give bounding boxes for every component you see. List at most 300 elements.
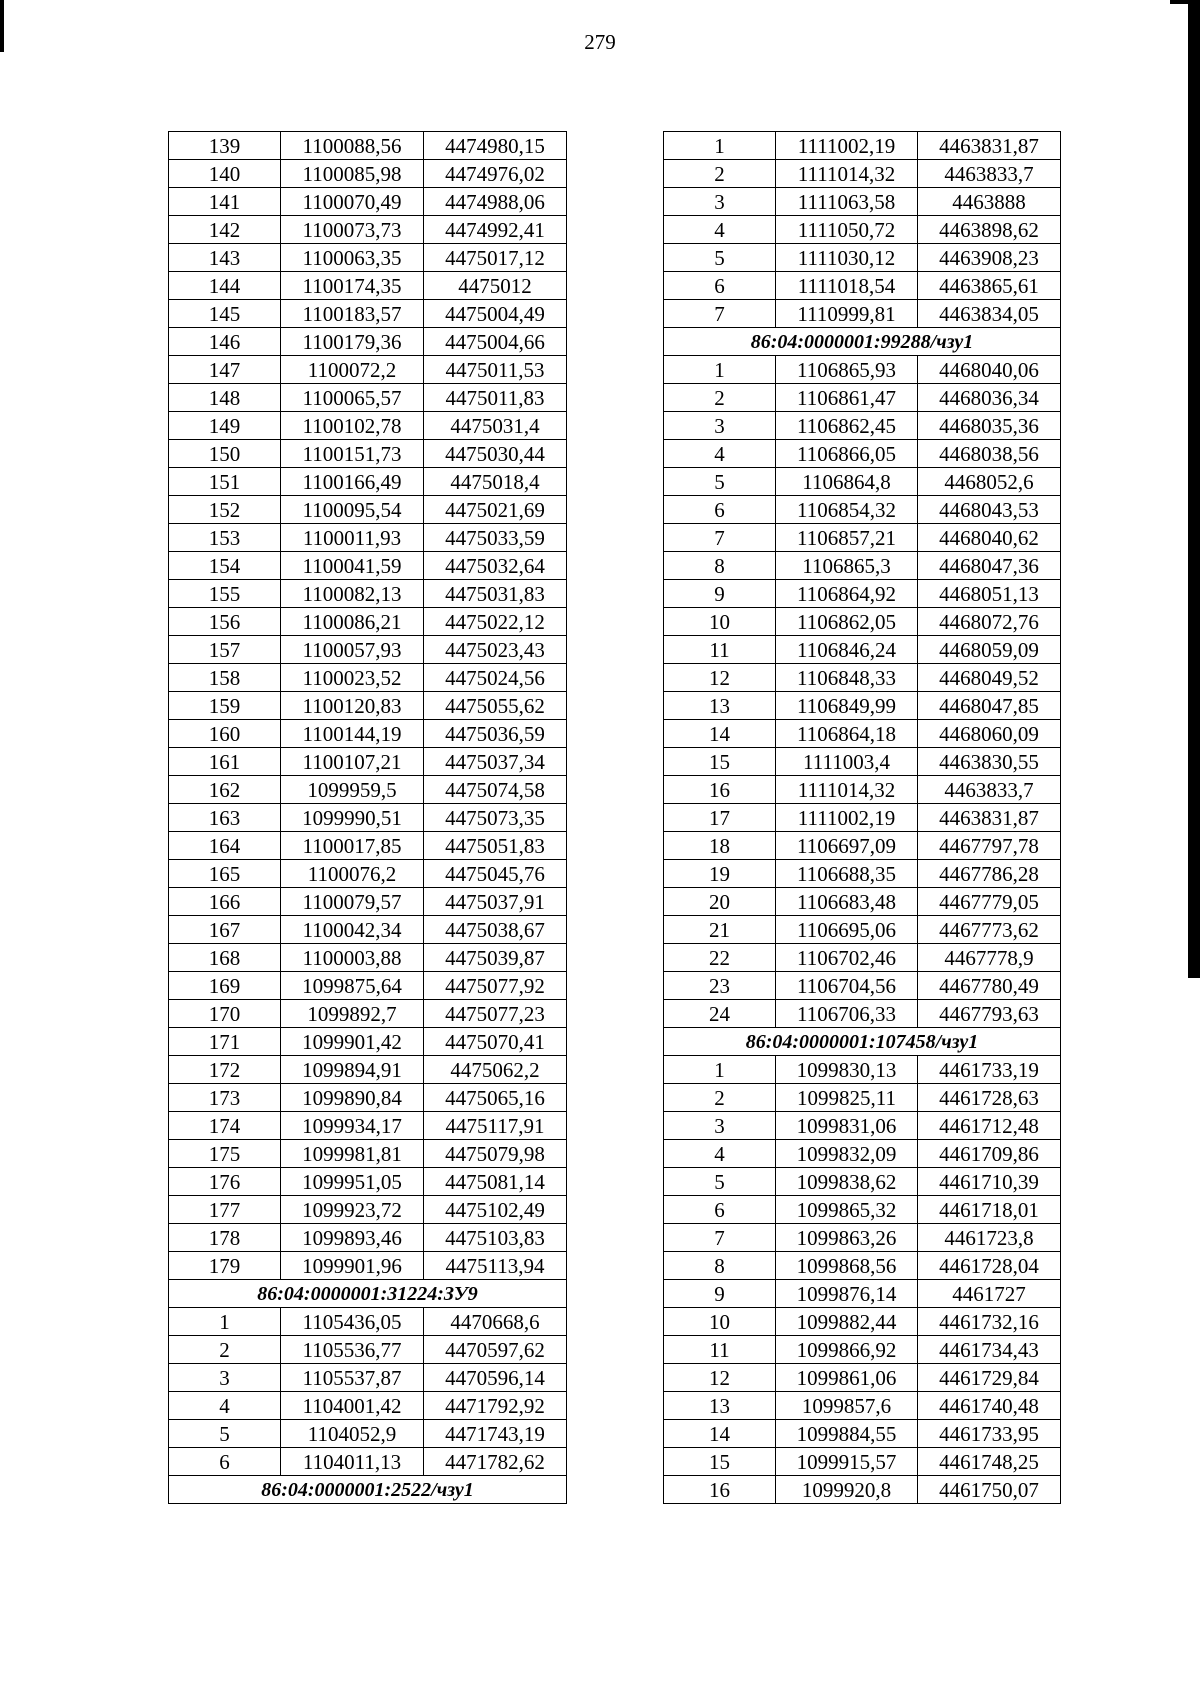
y-coordinate-cell: 4475074,58 (424, 776, 567, 804)
x-coordinate-cell: 1111003,4 (776, 748, 918, 776)
point-number-cell: 169 (169, 972, 281, 1000)
x-coordinate-cell: 1099892,7 (281, 1000, 424, 1028)
y-coordinate-cell: 4475018,4 (424, 468, 567, 496)
x-coordinate-cell: 1106862,05 (776, 608, 918, 636)
y-coordinate-cell: 4468072,76 (918, 608, 1061, 636)
x-coordinate-cell: 1100088,56 (281, 132, 424, 160)
x-coordinate-cell: 1100151,73 (281, 440, 424, 468)
x-coordinate-cell: 1106697,09 (776, 832, 918, 860)
table-row (169, 244, 567, 272)
point-number-cell: 144 (169, 272, 281, 300)
x-coordinate-cell: 1106866,05 (776, 440, 918, 468)
table-row (169, 300, 567, 328)
table-row (664, 272, 1061, 300)
y-coordinate-cell: 4475004,49 (424, 300, 567, 328)
y-coordinate-cell: 4475037,34 (424, 748, 567, 776)
point-number-cell: 1 (664, 132, 776, 160)
x-coordinate-cell: 1105536,77 (281, 1336, 424, 1364)
y-coordinate-cell: 4468059,09 (918, 636, 1061, 664)
y-coordinate-cell: 4475021,69 (424, 496, 567, 524)
y-coordinate-cell: 4475023,43 (424, 636, 567, 664)
y-coordinate-cell: 4461733,95 (918, 1420, 1061, 1448)
table-row (169, 412, 567, 440)
point-number-cell: 1 (664, 356, 776, 384)
parcel-header-row (169, 1280, 567, 1308)
table-row (664, 608, 1061, 636)
x-coordinate-cell: 1100079,57 (281, 888, 424, 916)
x-coordinate-cell: 1100072,2 (281, 356, 424, 384)
table-row (169, 720, 567, 748)
table-row (169, 1252, 567, 1280)
table-row (169, 664, 567, 692)
point-number-cell: 10 (664, 1308, 776, 1336)
y-coordinate-cell: 4463831,87 (918, 132, 1061, 160)
y-coordinate-cell: 4463831,87 (918, 804, 1061, 832)
point-number-cell: 15 (664, 1448, 776, 1476)
y-coordinate-cell: 4474992,41 (424, 216, 567, 244)
y-coordinate-cell: 4475024,56 (424, 664, 567, 692)
parcel-cadastral-number: 86:04:0000001:99288/чзу1 (664, 328, 1061, 356)
point-number-cell: 159 (169, 692, 281, 720)
y-coordinate-cell: 4468035,36 (918, 412, 1061, 440)
y-coordinate-cell: 4470597,62 (424, 1336, 567, 1364)
x-coordinate-cell: 1106854,32 (776, 496, 918, 524)
x-coordinate-cell: 1106846,24 (776, 636, 918, 664)
x-coordinate-cell: 1100070,49 (281, 188, 424, 216)
point-number-cell: 14 (664, 720, 776, 748)
point-number-cell: 175 (169, 1140, 281, 1168)
x-coordinate-cell: 1099838,62 (776, 1168, 918, 1196)
table-row (169, 356, 567, 384)
table-row (169, 216, 567, 244)
table-row (169, 972, 567, 1000)
table-row (664, 804, 1061, 832)
y-coordinate-cell: 4471792,92 (424, 1392, 567, 1420)
x-coordinate-cell: 1106857,21 (776, 524, 918, 552)
x-coordinate-cell: 1111030,12 (776, 244, 918, 272)
table-row (169, 608, 567, 636)
x-coordinate-cell: 1100120,83 (281, 692, 424, 720)
x-coordinate-cell: 1100041,59 (281, 552, 424, 580)
point-number-cell: 6 (664, 1196, 776, 1224)
y-coordinate-cell: 4461709,86 (918, 1140, 1061, 1168)
table-row (664, 384, 1061, 412)
y-coordinate-cell: 4467780,49 (918, 972, 1061, 1000)
x-coordinate-cell: 1106865,3 (776, 552, 918, 580)
y-coordinate-cell: 4461729,84 (918, 1364, 1061, 1392)
point-number-cell: 1 (664, 1056, 776, 1084)
y-coordinate-cell: 4468060,09 (918, 720, 1061, 748)
point-number-cell: 162 (169, 776, 281, 804)
table-row (664, 1308, 1061, 1336)
point-number-cell: 166 (169, 888, 281, 916)
x-coordinate-cell: 1099893,46 (281, 1224, 424, 1252)
table-row (664, 692, 1061, 720)
x-coordinate-cell: 1099830,13 (776, 1056, 918, 1084)
point-number-cell: 9 (664, 580, 776, 608)
y-coordinate-cell: 4475062,2 (424, 1056, 567, 1084)
y-coordinate-cell: 4475070,41 (424, 1028, 567, 1056)
y-coordinate-cell: 4463833,7 (918, 160, 1061, 188)
table-row (664, 944, 1061, 972)
x-coordinate-cell: 1099831,06 (776, 1112, 918, 1140)
parcel-cadastral-number: 86:04:0000001:107458/чзу1 (664, 1028, 1061, 1056)
point-number-cell: 12 (664, 1364, 776, 1392)
y-coordinate-cell: 4475004,66 (424, 328, 567, 356)
y-coordinate-cell: 4467786,28 (918, 860, 1061, 888)
point-number-cell: 17 (664, 804, 776, 832)
y-coordinate-cell: 4475045,76 (424, 860, 567, 888)
table-row (664, 160, 1061, 188)
table-row (664, 1224, 1061, 1252)
y-coordinate-cell: 4475017,12 (424, 244, 567, 272)
point-number-cell: 148 (169, 384, 281, 412)
table-row (664, 524, 1061, 552)
x-coordinate-cell: 1099981,81 (281, 1140, 424, 1168)
y-coordinate-cell: 4475102,49 (424, 1196, 567, 1224)
table-row (664, 1168, 1061, 1196)
point-number-cell: 19 (664, 860, 776, 888)
table-row (169, 944, 567, 972)
y-coordinate-cell: 4468052,6 (918, 468, 1061, 496)
table-row (169, 496, 567, 524)
table-row (169, 1140, 567, 1168)
y-coordinate-cell: 4475113,94 (424, 1252, 567, 1280)
x-coordinate-cell: 1100082,13 (281, 580, 424, 608)
x-coordinate-cell: 1099875,64 (281, 972, 424, 1000)
point-number-cell: 139 (169, 132, 281, 160)
x-coordinate-cell: 1100065,57 (281, 384, 424, 412)
table-row (664, 748, 1061, 776)
y-coordinate-cell: 4461748,25 (918, 1448, 1061, 1476)
y-coordinate-cell: 4475038,67 (424, 916, 567, 944)
y-coordinate-cell: 4475077,23 (424, 1000, 567, 1028)
point-number-cell: 146 (169, 328, 281, 356)
table-row (169, 1448, 567, 1476)
point-number-cell: 5 (664, 468, 776, 496)
y-coordinate-cell: 4475030,44 (424, 440, 567, 468)
y-coordinate-cell: 4474976,02 (424, 160, 567, 188)
x-coordinate-cell: 1099951,05 (281, 1168, 424, 1196)
x-coordinate-cell: 1100085,98 (281, 160, 424, 188)
table-row (664, 412, 1061, 440)
x-coordinate-cell: 1099876,14 (776, 1280, 918, 1308)
x-coordinate-cell: 1099901,42 (281, 1028, 424, 1056)
x-coordinate-cell: 1100011,93 (281, 524, 424, 552)
table-row (169, 888, 567, 916)
table-row (664, 1252, 1061, 1280)
point-number-cell: 2 (169, 1336, 281, 1364)
x-coordinate-cell: 1099882,44 (776, 1308, 918, 1336)
x-coordinate-cell: 1100063,35 (281, 244, 424, 272)
table-row (169, 188, 567, 216)
y-coordinate-cell: 4475033,59 (424, 524, 567, 552)
x-coordinate-cell: 1099923,72 (281, 1196, 424, 1224)
x-coordinate-cell: 1111014,32 (776, 160, 918, 188)
x-coordinate-cell: 1106861,47 (776, 384, 918, 412)
table-row (169, 832, 567, 860)
table-row (664, 1392, 1061, 1420)
table-row (169, 440, 567, 468)
x-coordinate-cell: 1106695,06 (776, 916, 918, 944)
x-coordinate-cell: 1100073,73 (281, 216, 424, 244)
point-number-cell: 22 (664, 944, 776, 972)
table-row (169, 1000, 567, 1028)
left-coordinates-table (168, 131, 567, 1504)
point-number-cell: 18 (664, 832, 776, 860)
x-coordinate-cell: 1099832,09 (776, 1140, 918, 1168)
x-coordinate-cell: 1111002,19 (776, 132, 918, 160)
table-row (169, 860, 567, 888)
y-coordinate-cell: 4471782,62 (424, 1448, 567, 1476)
table-row (664, 860, 1061, 888)
x-coordinate-cell: 1111050,72 (776, 216, 918, 244)
x-coordinate-cell: 1110999,81 (776, 300, 918, 328)
table-row (169, 748, 567, 776)
x-coordinate-cell: 1099857,6 (776, 1392, 918, 1420)
point-number-cell: 168 (169, 944, 281, 972)
y-coordinate-cell: 4475031,4 (424, 412, 567, 440)
y-coordinate-cell: 4475051,83 (424, 832, 567, 860)
y-coordinate-cell: 4463833,7 (918, 776, 1061, 804)
x-coordinate-cell: 1099890,84 (281, 1084, 424, 1112)
point-number-cell: 158 (169, 664, 281, 692)
table-row (664, 300, 1061, 328)
table-row (169, 1308, 567, 1336)
point-number-cell: 4 (664, 1140, 776, 1168)
table-row (664, 1280, 1061, 1308)
table-row (169, 1168, 567, 1196)
y-coordinate-cell: 4468049,52 (918, 664, 1061, 692)
point-number-cell: 140 (169, 160, 281, 188)
point-number-cell: 164 (169, 832, 281, 860)
point-number-cell: 5 (169, 1420, 281, 1448)
y-coordinate-cell: 4475011,83 (424, 384, 567, 412)
x-coordinate-cell: 1106848,33 (776, 664, 918, 692)
y-coordinate-cell: 4475117,91 (424, 1112, 567, 1140)
point-number-cell: 176 (169, 1168, 281, 1196)
table-row (169, 468, 567, 496)
point-number-cell: 23 (664, 972, 776, 1000)
table-row (664, 888, 1061, 916)
table-row (169, 552, 567, 580)
point-number-cell: 177 (169, 1196, 281, 1224)
table-row (664, 916, 1061, 944)
point-number-cell: 142 (169, 216, 281, 244)
point-number-cell: 165 (169, 860, 281, 888)
x-coordinate-cell: 1106849,99 (776, 692, 918, 720)
y-coordinate-cell: 4475012 (424, 272, 567, 300)
table-row (664, 1476, 1061, 1504)
x-coordinate-cell: 1100179,36 (281, 328, 424, 356)
table-row (664, 496, 1061, 524)
table-row (664, 1140, 1061, 1168)
y-coordinate-cell: 4463865,61 (918, 272, 1061, 300)
table-row (664, 1000, 1061, 1028)
table-row (664, 356, 1061, 384)
x-coordinate-cell: 1106864,92 (776, 580, 918, 608)
y-coordinate-cell: 4463830,55 (918, 748, 1061, 776)
table-row (169, 328, 567, 356)
point-number-cell: 24 (664, 1000, 776, 1028)
point-number-cell: 8 (664, 1252, 776, 1280)
y-coordinate-cell: 4475103,83 (424, 1224, 567, 1252)
table-row (169, 1056, 567, 1084)
point-number-cell: 16 (664, 1476, 776, 1504)
x-coordinate-cell: 1104011,13 (281, 1448, 424, 1476)
y-coordinate-cell: 4461750,07 (918, 1476, 1061, 1504)
y-coordinate-cell: 4467773,62 (918, 916, 1061, 944)
page-number: 279 (584, 30, 616, 54)
point-number-cell: 147 (169, 356, 281, 384)
x-coordinate-cell: 1099990,51 (281, 804, 424, 832)
table-row (664, 468, 1061, 496)
x-coordinate-cell: 1100174,35 (281, 272, 424, 300)
point-number-cell: 4 (664, 216, 776, 244)
table-row (169, 1224, 567, 1252)
x-coordinate-cell: 1111063,58 (776, 188, 918, 216)
x-coordinate-cell: 1099866,92 (776, 1336, 918, 1364)
table-row (169, 384, 567, 412)
x-coordinate-cell: 1105436,05 (281, 1308, 424, 1336)
x-coordinate-cell: 1106865,93 (776, 356, 918, 384)
point-number-cell: 20 (664, 888, 776, 916)
point-number-cell: 13 (664, 692, 776, 720)
point-number-cell: 21 (664, 916, 776, 944)
table-row (664, 216, 1061, 244)
x-coordinate-cell: 1100095,54 (281, 496, 424, 524)
point-number-cell: 152 (169, 496, 281, 524)
y-coordinate-cell: 4470668,6 (424, 1308, 567, 1336)
y-coordinate-cell: 4471743,19 (424, 1420, 567, 1448)
point-number-cell: 167 (169, 916, 281, 944)
x-coordinate-cell: 1100086,21 (281, 608, 424, 636)
x-coordinate-cell: 1099863,26 (776, 1224, 918, 1252)
point-number-cell: 1 (169, 1308, 281, 1336)
table-row (664, 1112, 1061, 1140)
y-coordinate-cell: 4468040,62 (918, 524, 1061, 552)
y-coordinate-cell: 4475032,64 (424, 552, 567, 580)
table-row (664, 1448, 1061, 1476)
y-coordinate-cell: 4475055,62 (424, 692, 567, 720)
point-number-cell: 163 (169, 804, 281, 832)
point-number-cell: 3 (664, 188, 776, 216)
table-row (169, 1112, 567, 1140)
point-number-cell: 10 (664, 608, 776, 636)
table-row (664, 580, 1061, 608)
point-number-cell: 5 (664, 244, 776, 272)
point-number-cell: 11 (664, 636, 776, 664)
x-coordinate-cell: 1106864,8 (776, 468, 918, 496)
point-number-cell: 151 (169, 468, 281, 496)
y-coordinate-cell: 4475073,35 (424, 804, 567, 832)
table-row (664, 636, 1061, 664)
x-coordinate-cell: 1100144,19 (281, 720, 424, 748)
point-number-cell: 143 (169, 244, 281, 272)
point-number-cell: 153 (169, 524, 281, 552)
y-coordinate-cell: 4475037,91 (424, 888, 567, 916)
point-number-cell: 145 (169, 300, 281, 328)
table-row (169, 1392, 567, 1420)
table-row (664, 972, 1061, 1000)
table-row (664, 1056, 1061, 1084)
x-coordinate-cell: 1111018,54 (776, 272, 918, 300)
y-coordinate-cell: 4463888 (918, 188, 1061, 216)
x-coordinate-cell: 1099861,06 (776, 1364, 918, 1392)
y-coordinate-cell: 4468043,53 (918, 496, 1061, 524)
y-coordinate-cell: 4475022,12 (424, 608, 567, 636)
x-coordinate-cell: 1106862,45 (776, 412, 918, 440)
point-number-cell: 174 (169, 1112, 281, 1140)
parcel-header-row (664, 328, 1061, 356)
x-coordinate-cell: 1100107,21 (281, 748, 424, 776)
x-coordinate-cell: 1106864,18 (776, 720, 918, 748)
table-row (664, 552, 1061, 580)
point-number-cell: 7 (664, 1224, 776, 1252)
x-coordinate-cell: 1099825,11 (776, 1084, 918, 1112)
parcel-cadastral-number: 86:04:0000001:31224:ЗУ9 (169, 1280, 567, 1308)
table-row (169, 692, 567, 720)
point-number-cell: 3 (169, 1364, 281, 1392)
table-row (169, 580, 567, 608)
table-row (169, 804, 567, 832)
point-number-cell: 2 (664, 1084, 776, 1112)
y-coordinate-cell: 4461710,39 (918, 1168, 1061, 1196)
point-number-cell: 2 (664, 160, 776, 188)
x-coordinate-cell: 1100102,78 (281, 412, 424, 440)
x-coordinate-cell: 1111002,19 (776, 804, 918, 832)
table-row (169, 1364, 567, 1392)
table-row (169, 524, 567, 552)
right-edge-tick (1170, 0, 1200, 4)
y-coordinate-cell: 4461718,01 (918, 1196, 1061, 1224)
point-number-cell: 157 (169, 636, 281, 664)
point-number-cell: 160 (169, 720, 281, 748)
point-number-cell: 149 (169, 412, 281, 440)
x-coordinate-cell: 1106704,56 (776, 972, 918, 1000)
y-coordinate-cell: 4467779,05 (918, 888, 1061, 916)
point-number-cell: 11 (664, 1336, 776, 1364)
table-row (664, 244, 1061, 272)
y-coordinate-cell: 4461734,43 (918, 1336, 1061, 1364)
y-coordinate-cell: 4463834,05 (918, 300, 1061, 328)
x-coordinate-cell: 1099868,56 (776, 1252, 918, 1280)
point-number-cell: 150 (169, 440, 281, 468)
table-row (664, 832, 1061, 860)
table-row (664, 776, 1061, 804)
point-number-cell: 15 (664, 748, 776, 776)
point-number-cell: 172 (169, 1056, 281, 1084)
table-row (664, 720, 1061, 748)
right-edge-bar (1188, 0, 1200, 978)
table-row (664, 1364, 1061, 1392)
y-coordinate-cell: 4461723,8 (918, 1224, 1061, 1252)
x-coordinate-cell: 1105537,87 (281, 1364, 424, 1392)
y-coordinate-cell: 4463908,23 (918, 244, 1061, 272)
x-coordinate-cell: 1106683,48 (776, 888, 918, 916)
y-coordinate-cell: 4461732,16 (918, 1308, 1061, 1336)
table-row (664, 188, 1061, 216)
point-number-cell: 8 (664, 552, 776, 580)
point-number-cell: 170 (169, 1000, 281, 1028)
y-coordinate-cell: 4475065,16 (424, 1084, 567, 1112)
x-coordinate-cell: 1100057,93 (281, 636, 424, 664)
y-coordinate-cell: 4475011,53 (424, 356, 567, 384)
y-coordinate-cell: 4461733,19 (918, 1056, 1061, 1084)
point-number-cell: 6 (664, 496, 776, 524)
x-coordinate-cell: 1099934,17 (281, 1112, 424, 1140)
table-row (169, 132, 567, 160)
